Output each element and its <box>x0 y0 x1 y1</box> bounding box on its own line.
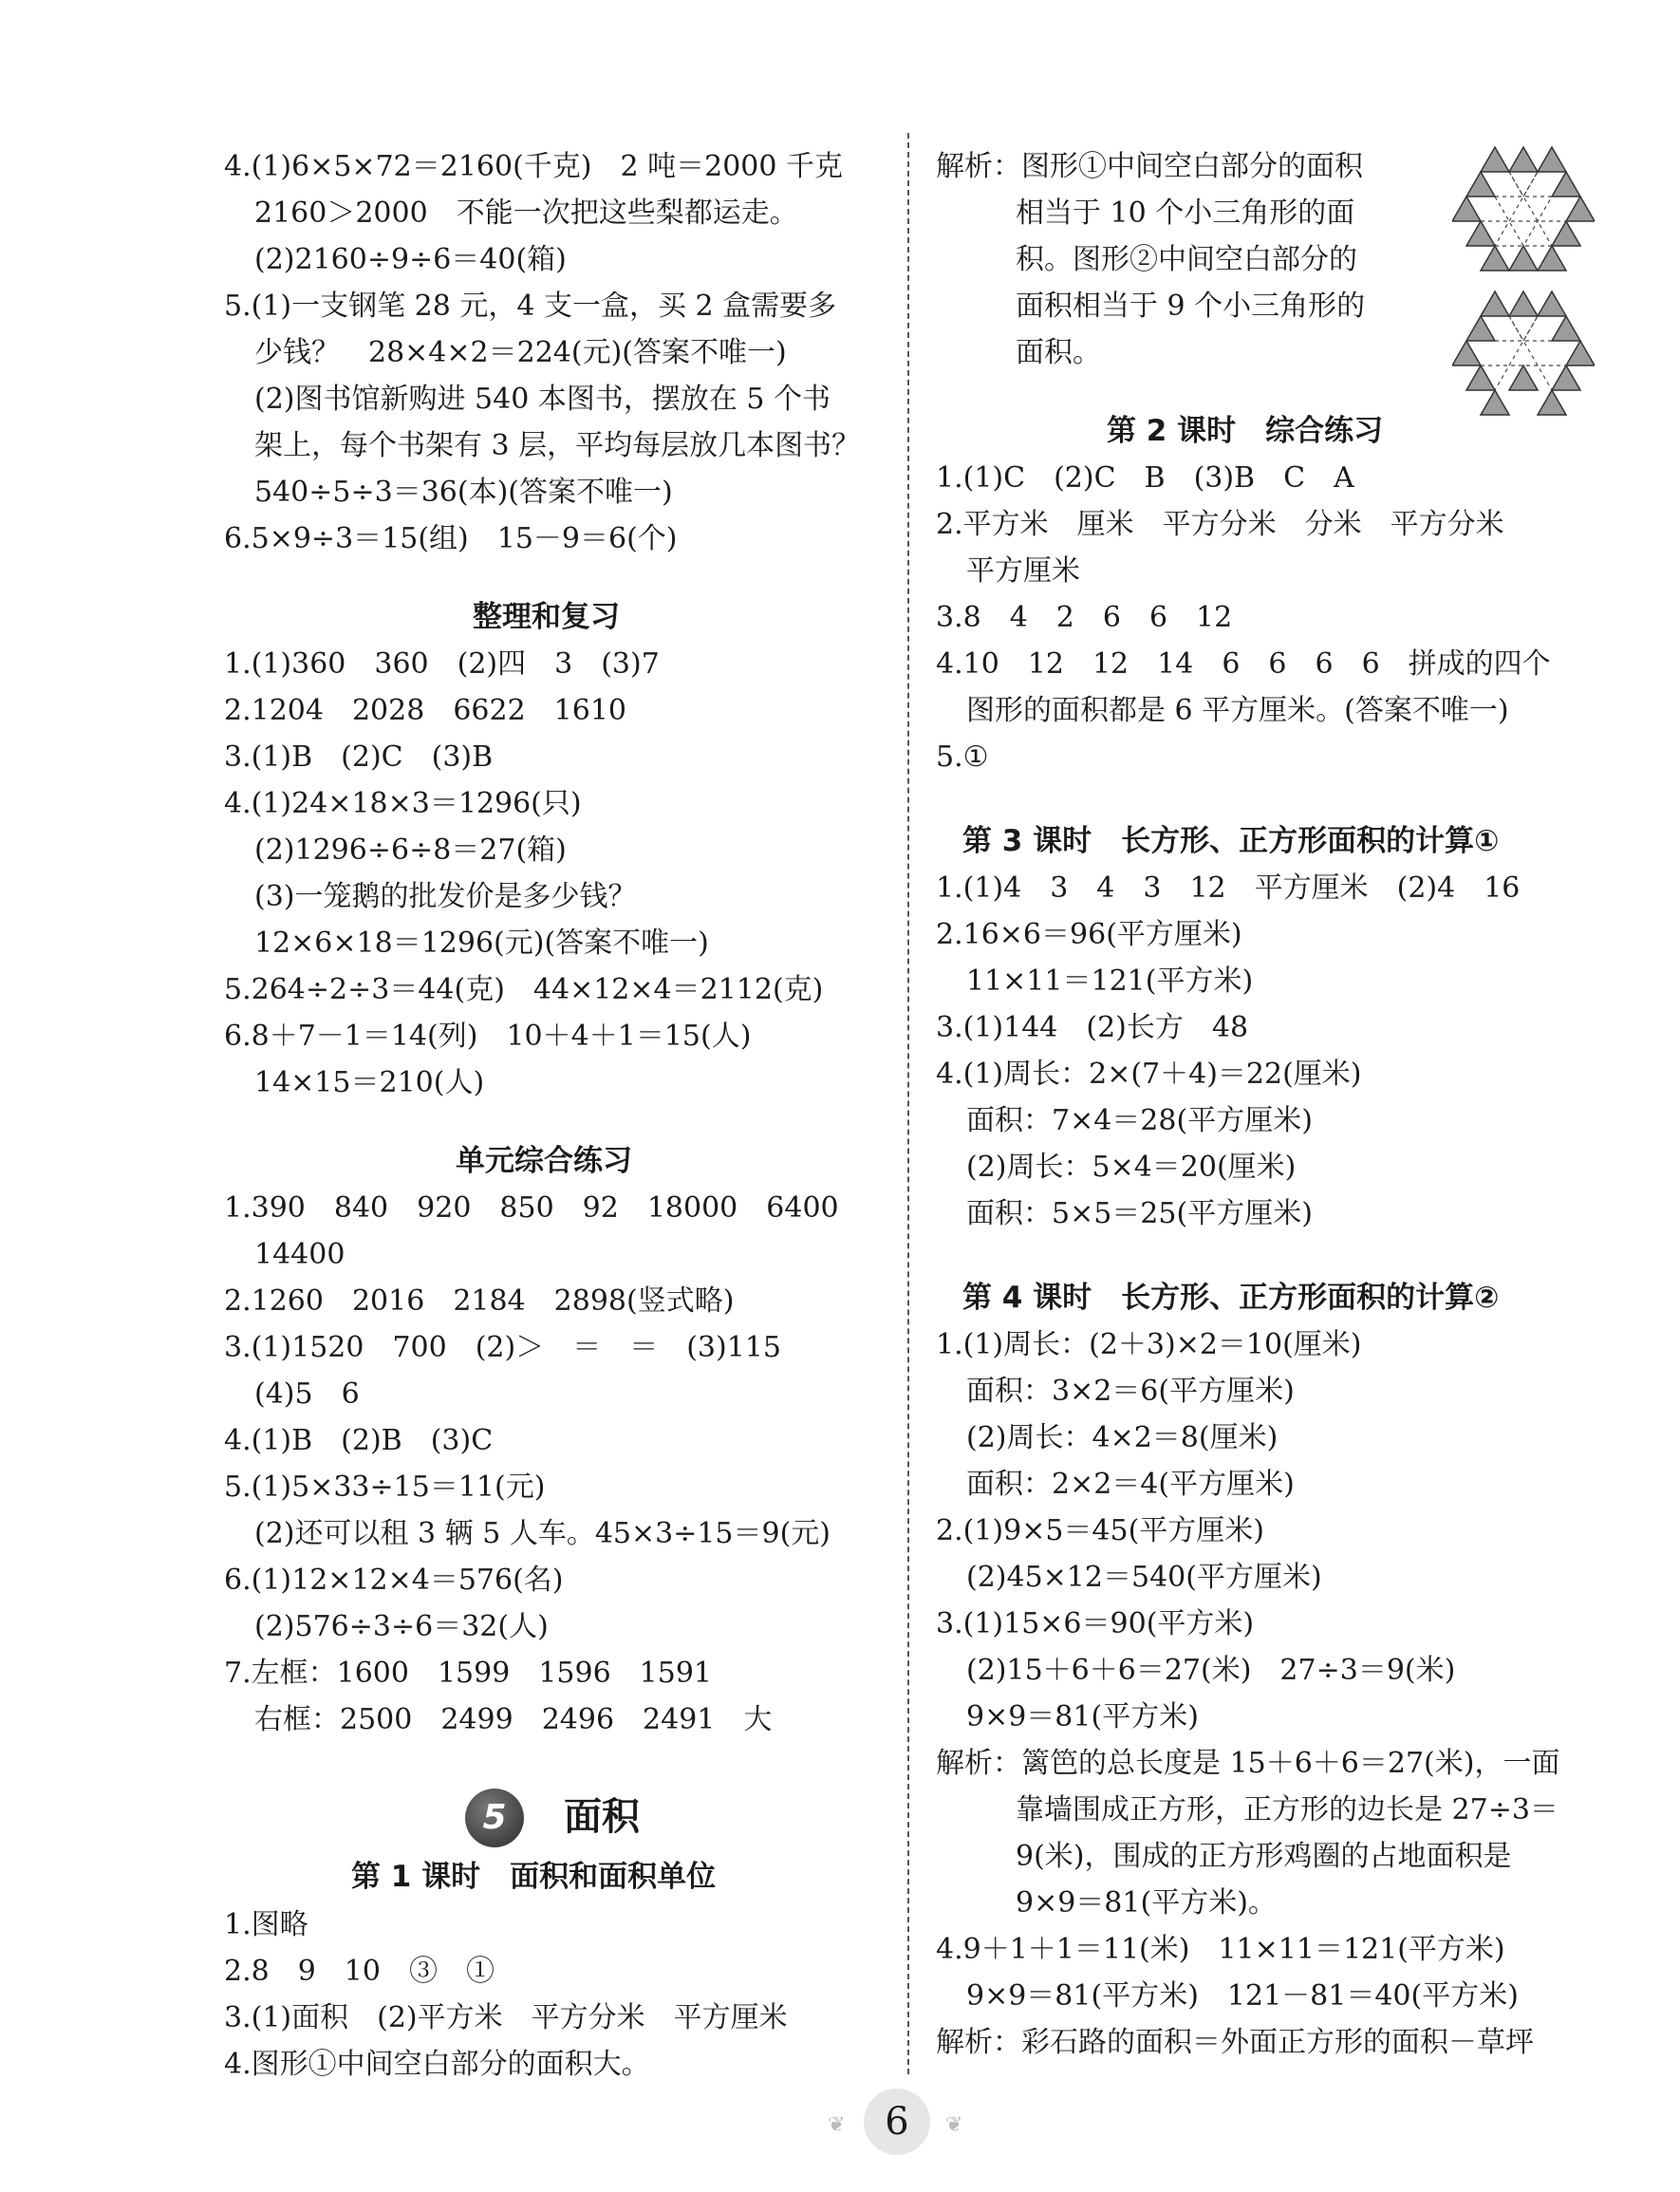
answer-line: 3.(1)B (2)C (3)B <box>224 740 494 774</box>
answer-line: 12×6×18＝1296(元)(答案不唯一) <box>254 927 709 960</box>
answer-line: 平方厘米 <box>966 554 1080 588</box>
section-title-unit-practice: 单元综合练习 <box>456 1144 632 1178</box>
answer-line: 9×9＝81(平方米) 121－81＝40(平方米) <box>966 1979 1519 2013</box>
answer-line: 2160＞2000 不能一次把这些梨都运走。 <box>254 197 798 230</box>
answer-line: 1.390 840 920 850 92 18000 6400 <box>224 1191 839 1225</box>
analysis-line: 9×9＝81(平方米)。 <box>1016 1886 1277 1920</box>
triangle-figure-2 <box>1452 287 1595 420</box>
answer-line: 面积：7×4＝28(平方厘米) <box>966 1104 1313 1137</box>
answer-line: (2)还可以租 3 辆 5 人车。45×3÷15＝9(元) <box>254 1517 831 1550</box>
answer-line: 4.(1)6×5×72＝2160(千克) 2 吨＝2000 千克 <box>224 150 844 183</box>
answer-line: 4.9＋1＋1＝11(米) 11×11＝121(平方米) <box>936 1933 1505 1966</box>
answer-line: 右框：2500 2499 2496 2491 大 <box>254 1703 773 1736</box>
answer-line: 14×15＝210(人) <box>254 1066 485 1099</box>
analysis-line: 9(米)，围成的正方形鸡圈的占地面积是 <box>1016 1840 1512 1873</box>
answer-line: 9×9＝81(平方米) <box>966 1700 1199 1733</box>
answer-line: 2.1260 2016 2184 2898(竖式略) <box>224 1284 735 1318</box>
analysis-line: 积。图形②中间空白部分的 <box>1016 243 1357 276</box>
answer-line: 4.图形①中间空白部分的面积大。 <box>224 2048 650 2081</box>
answer-line: 14400 <box>254 1238 345 1271</box>
lesson-title-4: 第 4 课时 长方形、正方形面积的计算② <box>962 1281 1500 1315</box>
answer-line: (2)2160÷9÷6＝40(箱) <box>254 243 567 276</box>
answer-line: 4.(1)B (2)B (3)C <box>224 1424 494 1457</box>
answer-line: 架上，每个书架有 3 层，平均每层放几本图书？ <box>254 429 861 462</box>
answer-line: 2.1204 2028 6622 1610 <box>224 694 627 727</box>
answer-line: 3.8 4 2 6 6 12 <box>936 601 1233 634</box>
answer-line: 1.(1)4 3 4 3 12 平方厘米 (2)4 16 <box>936 871 1521 905</box>
answer-line: (3)一笼鹅的批发价是多少钱？ <box>254 880 637 913</box>
answer-line: 面积：3×2＝6(平方厘米) <box>966 1375 1295 1408</box>
answer-line: 少钱？ 28×4×2＝224(元)(答案不唯一) <box>254 336 787 369</box>
answer-line: (2)图书馆新购进 540 本图书，摆放在 5 个书 <box>254 383 831 416</box>
answer-line: 1.(1)周长：(2＋3)×2＝10(厘米) <box>936 1328 1362 1361</box>
lesson-title-2: 第 2 课时 综合练习 <box>1107 414 1384 448</box>
answer-line: (2)1296÷6÷8＝27(箱) <box>254 834 567 867</box>
answer-line: 1.(1)C (2)C B (3)B C A <box>936 461 1354 495</box>
answer-line: (4)5 6 <box>254 1377 360 1411</box>
analysis-line: 面积。 <box>1016 336 1101 369</box>
analysis-line: 解析：篱笆的总长度是 15＋6＋6＝27(米)，一面 <box>936 1747 1560 1780</box>
triangle-figure-1 <box>1452 142 1595 275</box>
leaf-ornament-right-icon: ❦ <box>945 2113 963 2137</box>
answer-line: (2)45×12＝540(平方厘米) <box>966 1561 1322 1594</box>
answer-line: 面积：2×2＝4(平方厘米) <box>966 1468 1295 1501</box>
unit-number-badge: 5 <box>465 1789 524 1847</box>
answer-line: (2)15＋6＋6＝27(米) 27÷3＝9(米) <box>966 1654 1456 1687</box>
analysis-line: 解析：图形①中间空白部分的面积 <box>936 150 1363 183</box>
answer-line: 3.(1)面积 (2)平方米 平方分米 平方厘米 <box>224 2001 788 2034</box>
answer-line: 5.① <box>936 740 989 774</box>
answer-line: 图形的面积都是 6 平方厘米。(答案不唯一) <box>966 694 1509 727</box>
lesson-title-1: 第 1 课时 面积和面积单位 <box>351 1860 717 1894</box>
answer-line: 面积：5×5＝25(平方厘米) <box>966 1197 1313 1230</box>
answer-line: 2.16×6＝96(平方厘米) <box>936 918 1242 951</box>
answer-line: 2.(1)9×5＝45(平方厘米) <box>936 1514 1265 1547</box>
answer-line: 6.5×9÷3＝15(组) 15－9＝6(个) <box>224 522 678 555</box>
answer-line: 2.8 9 10 ③ ① <box>224 1955 495 1988</box>
analysis-line: 解析：彩石路的面积＝外面正方形的面积－草坪 <box>936 2026 1534 2059</box>
page-number: 6 <box>864 2089 930 2155</box>
column-divider <box>907 133 909 2074</box>
answer-line: 11×11＝121(平方米) <box>966 965 1254 998</box>
answer-line: 1.(1)360 360 (2)四 3 (3)7 <box>224 647 660 681</box>
answer-line: 2.平方米 厘米 平方分米 分米 平方分米 <box>936 508 1504 541</box>
answer-line: (2)576÷3÷6＝32(人) <box>254 1610 549 1643</box>
answer-line: 4.(1)24×18×3＝1296(只) <box>224 787 582 820</box>
answer-line: 5.264÷2÷3＝44(克) 44×12×4＝2112(克) <box>224 973 824 1006</box>
analysis-line: 面积相当于 9 个小三角形的 <box>1016 290 1366 323</box>
section-title-review: 整理和复习 <box>473 600 620 634</box>
answer-line: 4.(1)周长：2×(7＋4)＝22(厘米) <box>936 1058 1362 1091</box>
answer-line: (2)周长：4×2＝8(厘米) <box>966 1421 1279 1454</box>
answer-line: 3.(1)15×6＝90(平方米) <box>936 1607 1255 1640</box>
answer-line: 5.(1)一支钢笔 28 元，4 支一盒，买 2 盒需要多 <box>224 290 837 323</box>
answer-line: 4.10 12 12 14 6 6 6 6 拼成的四个 <box>936 647 1551 681</box>
answer-line: 1.图略 <box>224 1908 308 1941</box>
unit-title: 面积 <box>564 1795 640 1839</box>
analysis-line: 相当于 10 个小三角形的面 <box>1016 197 1355 230</box>
answer-line: 7.左框：1600 1599 1596 1591 <box>224 1657 713 1690</box>
answer-line: 5.(1)5×33÷15＝11(元) <box>224 1471 546 1504</box>
analysis-line: 靠墙围成正方形，正方形的边长是 27÷3＝ <box>1016 1793 1559 1827</box>
answer-line: 3.(1)144 (2)长方 48 <box>936 1011 1249 1044</box>
answer-line: 540÷5÷3＝36(本)(答案不唯一) <box>254 476 673 509</box>
answer-line: 6.(1)12×12×4＝576(名) <box>224 1564 564 1597</box>
answer-line: 3.(1)1520 700 (2)＞ ＝ ＝ (3)115 <box>224 1331 781 1364</box>
answer-line: (2)周长：5×4＝20(厘米) <box>966 1151 1297 1184</box>
leaf-ornament-left-icon: ❦ <box>828 2113 846 2137</box>
answer-line: 6.8＋7－1＝14(列) 10＋4＋1＝15(人) <box>224 1020 752 1053</box>
lesson-title-3: 第 3 课时 长方形、正方形面积的计算① <box>962 824 1500 858</box>
